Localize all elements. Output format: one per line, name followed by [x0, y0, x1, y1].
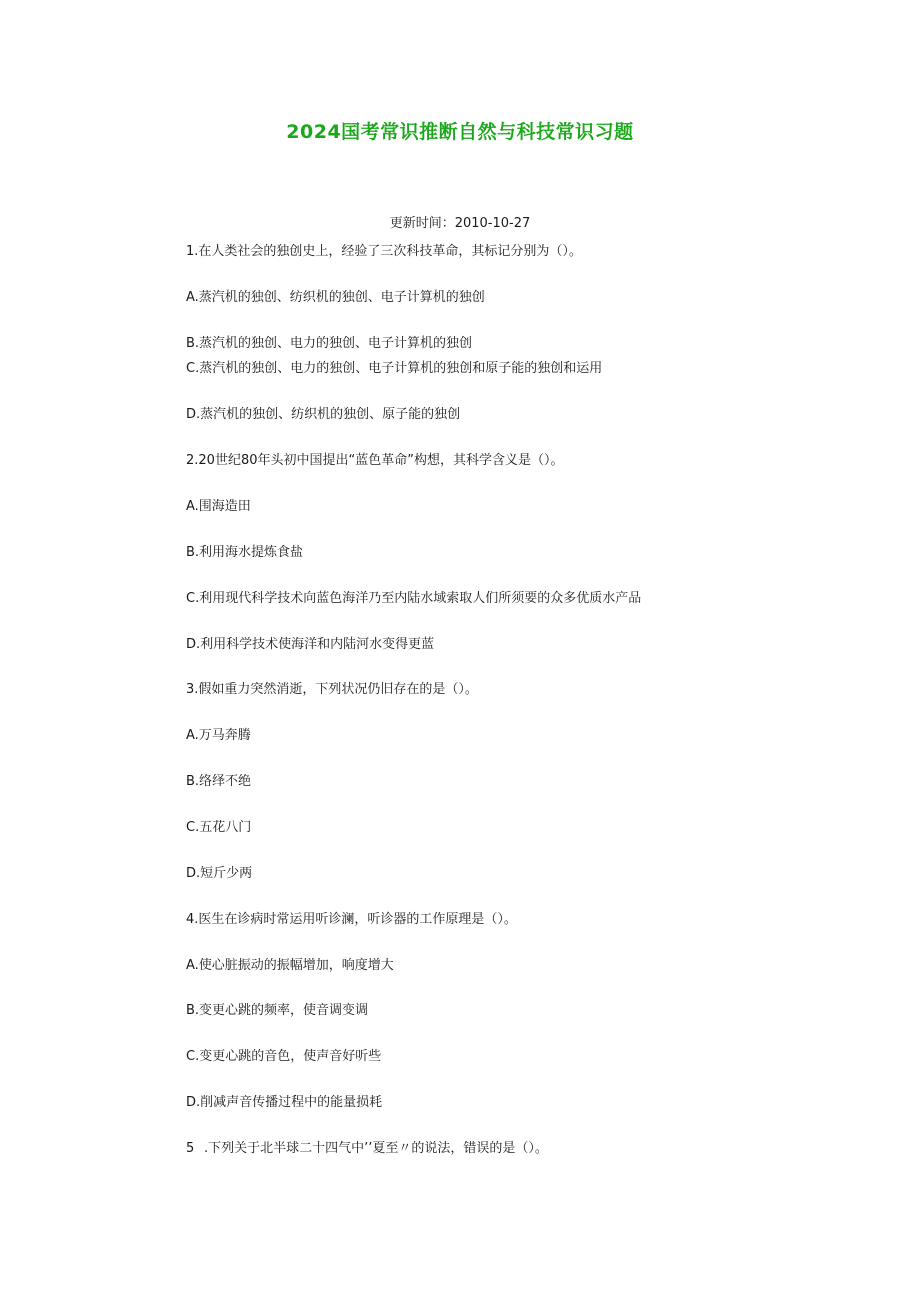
question-2-option-d: D.利用科学技术使海洋和内陆河水变得更蓝: [186, 637, 435, 652]
question-3-option-a: A.万马奔腾: [186, 728, 251, 743]
question-1-stem: 1.在人类社会的独创史上，经验了三次科技革命，其标记分别为（）。: [186, 244, 582, 259]
question-2-stem: 2.20世纪80年头初中国提出“蓝色革命”构想，其科学含义是（）。: [186, 453, 564, 468]
question-1-option-d: D.蒸汽机的独创、纺织机的独创、原子能的独创: [186, 407, 461, 422]
question-3-stem: 3.假如重力突然消逝，下列状况仍旧存在的是（）。: [186, 682, 478, 697]
question-2-option-c: C.利用现代科学技术向蓝色海洋乃至内陆水域索取人们所须要的众多优质水产品: [186, 591, 642, 606]
question-1-option-a: A.蒸汽机的独创、纺织机的独创、电子计算机的独创: [186, 290, 485, 305]
question-5-stem: [186, 1140, 548, 1158]
question-4-option-b: B.变更心跳的频率，使音调变调: [186, 1003, 369, 1018]
question-1-option-c: C.蒸汽机的独创、电力的独创、电子计算机的独创和原子能的独创和运用: [186, 361, 603, 376]
question-3-option-d: D.短斤少两: [186, 866, 253, 881]
question-1-option-b: B.蒸汽机的独创、电力的独创、电子计算机的独创: [186, 336, 473, 351]
question-3-option-b: B.络绎不绝: [186, 774, 252, 789]
question-4-stem: 4.医生在诊病时常运用听诊澜，听诊器的工作原理是（）。: [186, 912, 517, 927]
question-5-text: .下列关于北半球二十四气中’’夏至〃的说法，错误的是（）。: [204, 1141, 548, 1156]
question-2-option-b: B.利用海水提炼食盐: [186, 545, 304, 560]
question-2-option-a: A.围海造田: [186, 499, 251, 514]
question-4-option-c: C.变更心跳的音色，使声音好听些: [186, 1049, 382, 1064]
question-3-option-c: C.五花八门: [186, 820, 252, 835]
update-time: 更新时间：2010-10-27: [389, 216, 531, 231]
question-4-option-d: D.削减声音传播过程中的能量损耗: [186, 1095, 383, 1110]
document-title: 2024国考常识推断自然与科技常识习题: [286, 121, 634, 143]
question-5-number: 5: [186, 1141, 195, 1156]
question-4-option-a: A.使心脏振动的振幅增加，响度增大: [186, 958, 394, 973]
